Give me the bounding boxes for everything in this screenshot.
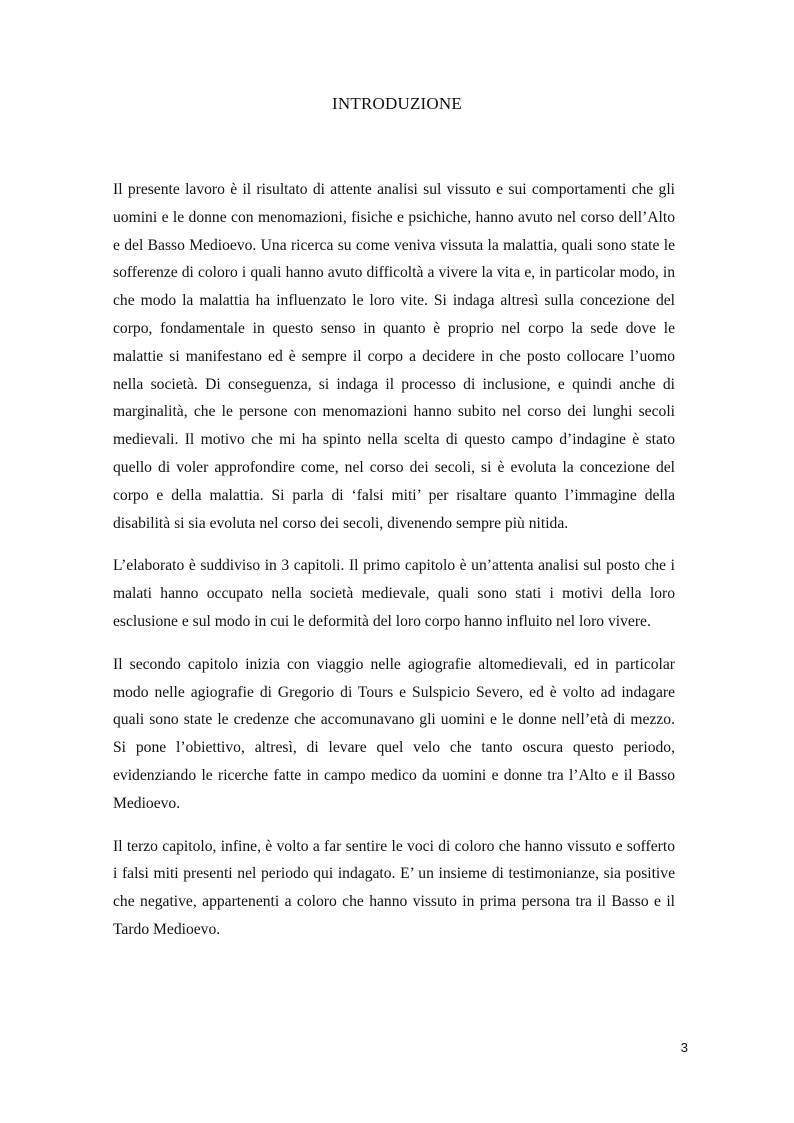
paragraph-3: Il secondo capitolo inizia con viaggio nelle agiografie altomedievali, ed in particolar modo nelle agiografie di Gregorio di Tours e Sulspicio Severo, ed è volto ad indagare quali sono state le credenze che accomunavano gli uomini e le donne nell’età di mezzo. Si pone l’obiettivo, altresì, di levare quel velo che tanto oscura questo periodo, evidenziando le ricerche fatte in campo medico da uomini e donne tra l’Alto e il Basso Medioevo.	[113, 655, 675, 812]
introduction-body	[113, 176, 675, 959]
paragraph-1: Il presente lavoro è il risultato di attente analisi sul vissuto e sui comportamenti che gli uomini e le donne con menomazioni, fisiche e psichiche, hanno avuto nel corso dell’Alto e del Basso Medioevo. Una ricerca su come veniva vissuta la malattia, quali sono state le sofferenze di coloro i quali hanno avuto difficoltà a vivere la vita e, in particolar modo, in che modo la malattia ha influenzato le loro vite. Si indaga altresì sulla concezione del corpo, fondamentale in questo senso in quanto è proprio nel corpo la sede dove le malattie si manifestano ed è sempre il corpo a decidere in che posto collocare l’uomo nella società. Di conseguenza, si indaga il processo di inclusione, e quindi anche di marginalità, che le persone con menomazioni hanno subito nel corso dei lunghi secoli medievali. Il motivo che mi ha spinto nella scelta di questo campo d’indagine è stato quello di voler approfondire come, nel corso dei secoli, si è evoluta la concezione del corpo e della malattia. Si parla di ‘falsi miti’ per risaltare quanto l’immagine della disabilità si sia evoluta nel corso dei secoli, divenendo sempre più nitida.	[113, 181, 675, 532]
paragraph-2: L’elaborato è suddiviso in 3 capitoli. Il primo capitolo è un’attenta analisi sul posto che i malati hanno occupato nella società medievale, quali sono stati i motivi della loro esclusione e sul modo in cui le deformità del loro corpo hanno influito nel loro vivere.	[113, 557, 675, 630]
page-title: INTRODUZIONE	[332, 94, 462, 113]
page-number: 3	[680, 1040, 688, 1055]
paragraph-4: Il terzo capitolo, infine, è volto a far sentire le voci di coloro che hanno vissuto e sofferto i falsi miti presenti nel periodo qui indagato. E’ un insieme di testimonianze, sia positive che negative, appartenenti a coloro che hanno vissuto in prima persona tra il Basso e il Tardo Medioevo.	[113, 837, 675, 938]
